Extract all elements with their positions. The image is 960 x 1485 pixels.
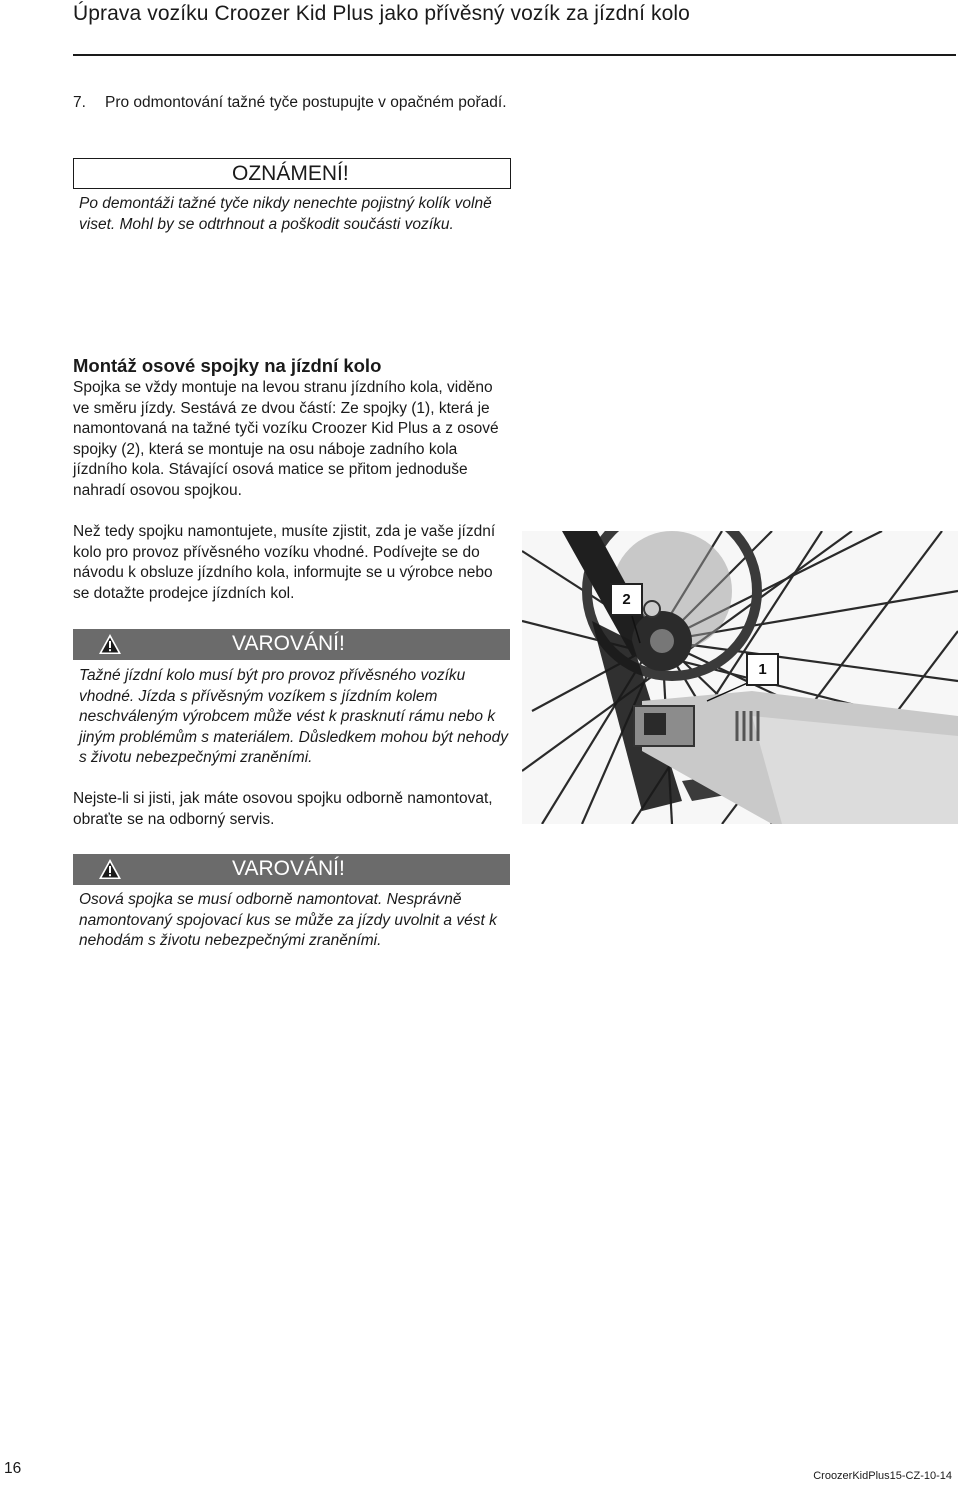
callout-2: 2 bbox=[610, 583, 643, 616]
warning-title-1: VAROVÁNÍ! bbox=[232, 632, 345, 655]
warning-bar-2 bbox=[73, 854, 510, 885]
page-number: 16 bbox=[4, 1460, 22, 1477]
warning-bar-1 bbox=[73, 629, 510, 660]
notice-text: Po demontáži tažné tyče nikdy nenechte pojistný kolík volně viset. Mohl by se odtrhnout a poškodit součásti vozíku. bbox=[79, 195, 492, 233]
section-heading: Montáž osové spojky na jízdní kolo bbox=[73, 355, 382, 376]
warning-text-1: Tažné jízdní kolo musí být pro provoz přívěsného vozíku vhodné. Jízda s přívěsným vozíkem s jízdním kolem neschváleným výrobcem může vést k prasknutí rámu nebo k jiným problémům s materiálem. Důsledkem mohou být nehody s životu nebezpečnými zraněními. bbox=[79, 667, 509, 766]
paragraph-service: Nejste-li si jisti, jak máte osovou spojku odborně namontovat, obraťte se na odborný servis. bbox=[73, 790, 493, 828]
step-number: 7. bbox=[73, 94, 86, 111]
step-text: Pro odmontování tažné tyče postupujte v opačném pořadí. bbox=[105, 94, 507, 111]
warning-title-2: VAROVÁNÍ! bbox=[232, 857, 345, 880]
paragraph-suitability: Než tedy spojku namontujete, musíte zjistit, zda je vaše jízdní kolo pro provoz přívěsného vozíku vhodné. Podívejte se do návodu k obsluze jízdního kola, informujte se u výrobce nebo se dotažte prodejce jízdních kol. bbox=[73, 523, 496, 602]
axle-coupling-photo bbox=[522, 531, 958, 824]
notice-title: OZNÁMENÍ! bbox=[232, 162, 349, 185]
paragraph-coupling-description: Spojka se vždy montuje na levou stranu jízdního kola, viděno ve směru jízdy. Sestává ze dvou částí: Ze spojky (1), která je namontovaná na tažné tyči vozíku Croozer Kid Plus a z osové spojky (2), která se montuje na osu náboje zadního kola jízdního kola. Stávající osová matice se přitom jednoduše nahradí osovou spojkou. bbox=[73, 379, 499, 499]
warning-triangle-icon bbox=[98, 858, 122, 880]
step-7 bbox=[73, 92, 513, 113]
page-header-title: Úprava vozíku Croozer Kid Plus jako přívěsný vozík za jízdní kolo bbox=[73, 2, 690, 25]
callout-1: 1 bbox=[746, 653, 779, 686]
bicycle-hub-illustration bbox=[522, 531, 958, 824]
warning-triangle-icon bbox=[98, 633, 122, 655]
notice-box bbox=[73, 158, 511, 189]
header-divider bbox=[73, 54, 956, 56]
footer-document-code: CroozerKidPlus15-CZ-10-14 bbox=[813, 1470, 952, 1482]
warning-text-2: Osová spojka se musí odborně namontovat. Nesprávně namontovaný spojovací kus se může za jízdy uvolnit a vést k nehodám s životu nebezpečnými zraněními. bbox=[79, 891, 497, 949]
